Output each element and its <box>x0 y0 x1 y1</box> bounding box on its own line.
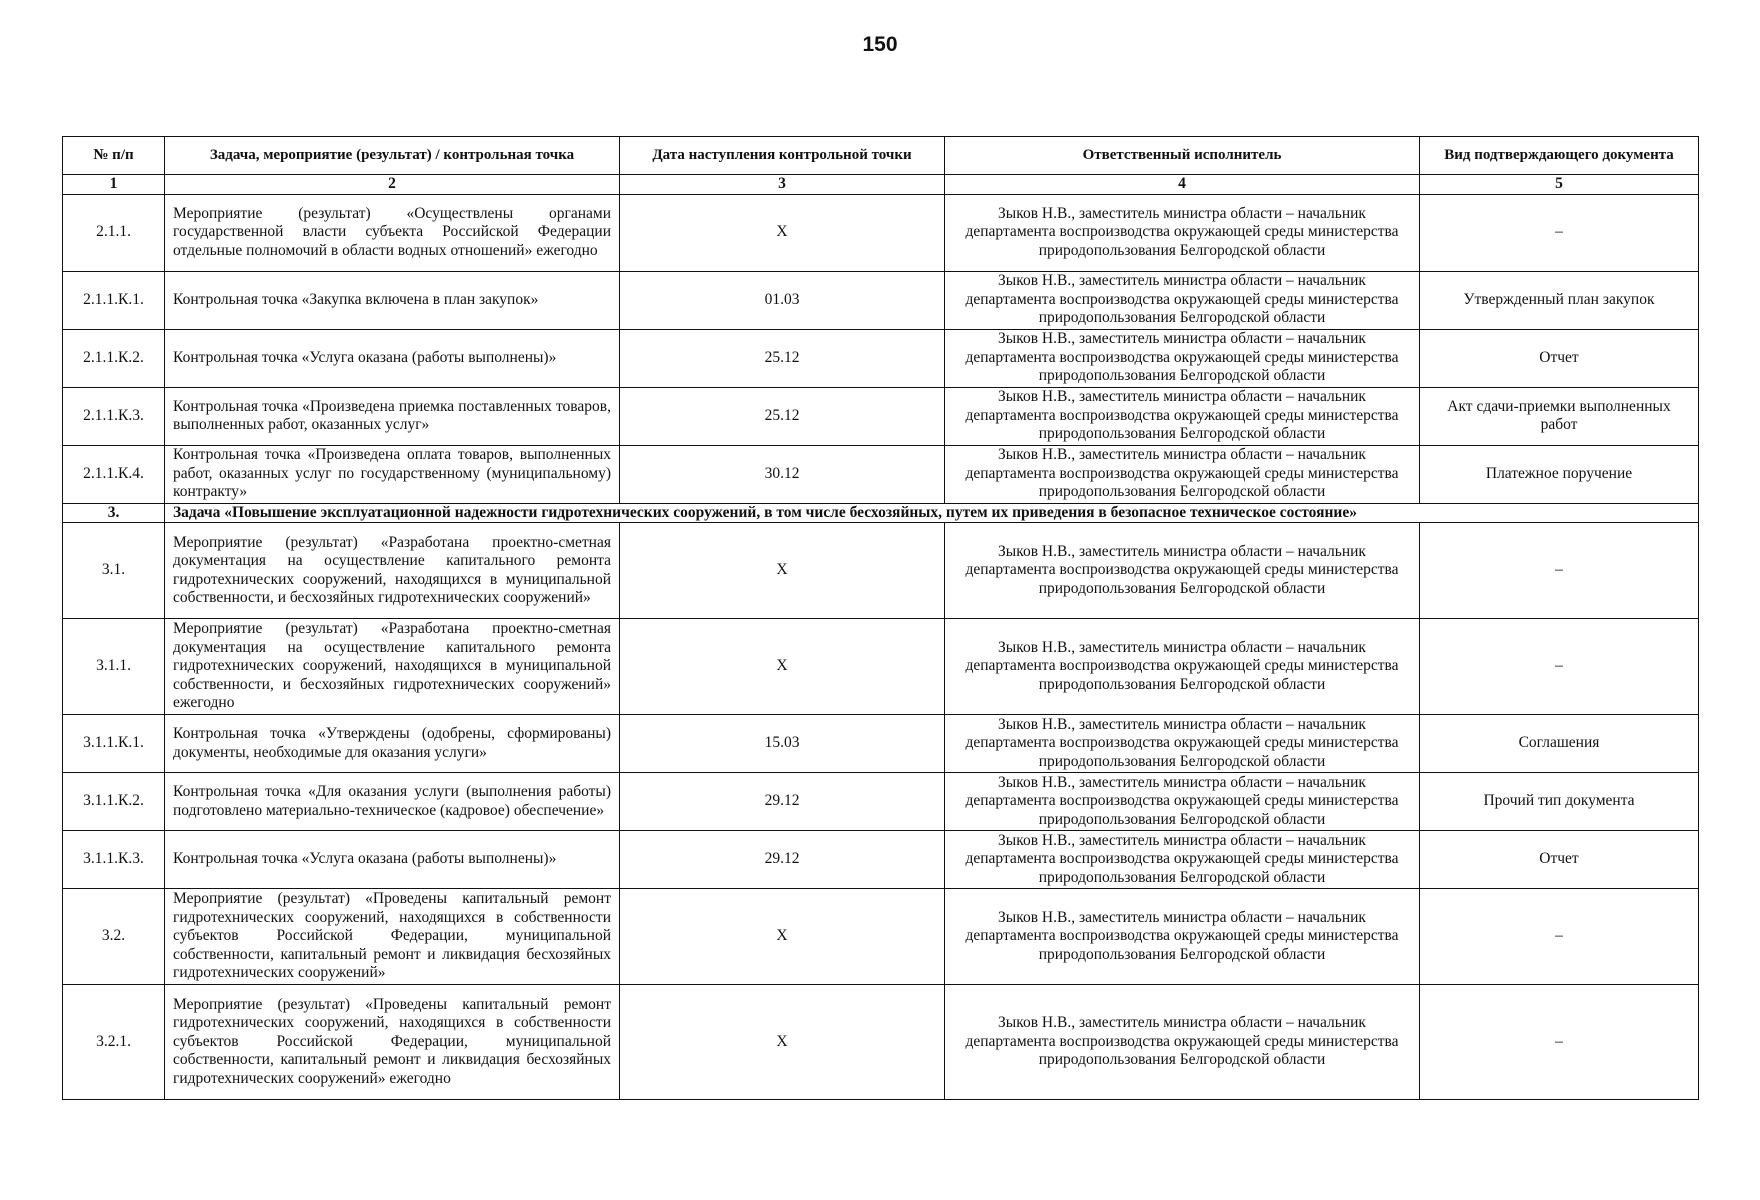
row-document: Отчет <box>1420 831 1699 889</box>
table-row <box>63 523 1699 619</box>
row-date: X <box>620 985 945 1100</box>
header-date: Дата наступления контрольной точки <box>620 137 945 175</box>
row-document: – <box>1420 523 1699 619</box>
row-document: Отчет <box>1420 329 1699 387</box>
row-date: 01.03 <box>620 271 945 329</box>
row-number: 3.1.1.К.3. <box>63 831 165 889</box>
column-index: 5 <box>1420 175 1699 195</box>
row-date: X <box>620 889 945 985</box>
row-date: 15.03 <box>620 715 945 773</box>
row-responsible: Зыков Н.В., заместитель министра области – начальник департамента воспроизводства окружающей среды министерства природопользования Белгородской области <box>945 194 1420 271</box>
table-row <box>63 831 1699 889</box>
row-responsible: Зыков Н.В., заместитель министра области – начальник департамента воспроизводства окружающей среды министерства природопользования Белгородской области <box>945 773 1420 831</box>
row-document: Прочий тип документа <box>1420 773 1699 831</box>
row-responsible: Зыков Н.В., заместитель министра области – начальник департамента воспроизводства окружающей среды министерства природопользования Белгородской области <box>945 329 1420 387</box>
row-responsible: Зыков Н.В., заместитель министра области – начальник департамента воспроизводства окружающей среды министерства природопользования Белгородской области <box>945 271 1420 329</box>
table-body <box>63 194 1699 1100</box>
table-row <box>63 387 1699 445</box>
table-row <box>63 445 1699 503</box>
row-responsible: Зыков Н.В., заместитель министра области – начальник департамента воспроизводства окружающей среды министерства природопользования Белгородской области <box>945 445 1420 503</box>
table-row <box>63 985 1699 1100</box>
row-date: 29.12 <box>620 831 945 889</box>
row-document: Акт сдачи-приемки выполненных работ <box>1420 387 1699 445</box>
row-number: 3.2. <box>63 889 165 985</box>
row-date: 25.12 <box>620 329 945 387</box>
row-date: X <box>620 194 945 271</box>
row-document: – <box>1420 194 1699 271</box>
row-number: 2.1.1.К.2. <box>63 329 165 387</box>
section-row <box>63 503 1699 523</box>
row-task: Мероприятие (результат) «Осуществлены органами государственной власти субъекта Российской Федерации отдельные полномочий в области водных отношений» ежегодно <box>165 194 620 271</box>
control-points-table <box>62 136 1699 1100</box>
row-number: 2.1.1.К.4. <box>63 445 165 503</box>
row-document: Утвержденный план закупок <box>1420 271 1699 329</box>
row-document: Соглашения <box>1420 715 1699 773</box>
row-date: 30.12 <box>620 445 945 503</box>
table-row <box>63 619 1699 715</box>
row-task: Контрольная точка «Произведена оплата товаров, выполненных работ, оказанных услуг по государственному (муниципальному) контракту» <box>165 445 620 503</box>
section-task: Задача «Повышение эксплуатационной надежности гидротехнических сооружений, в том числе бесхозяйных, путем их приведения в безопасное техническое состояние» <box>165 503 1699 523</box>
table-row <box>63 773 1699 831</box>
header-responsible: Ответственный исполнитель <box>945 137 1420 175</box>
header-task: Задача, мероприятие (результат) / контрольная точка <box>165 137 620 175</box>
column-index: 2 <box>165 175 620 195</box>
row-task: Контрольная точка «Утверждены (одобрены, сформированы) документы, необходимые для оказания услуги» <box>165 715 620 773</box>
row-task: Мероприятие (результат) «Проведены капитальный ремонт гидротехнических сооружений, находящихся в собственности субъектов Российской Федерации, муниципальной собственности, капитальный ремонт и ликвидация бесхозяйных гидротехнических сооружений» ежегодно <box>165 985 620 1100</box>
row-number: 3.1.1. <box>63 619 165 715</box>
row-date: X <box>620 523 945 619</box>
row-number: 3. <box>63 503 165 523</box>
row-number: 2.1.1. <box>63 194 165 271</box>
row-responsible: Зыков Н.В., заместитель министра области – начальник департамента воспроизводства окружающей среды министерства природопользования Белгородской области <box>945 619 1420 715</box>
row-task: Мероприятие (результат) «Разработана проектно-сметная документация на осуществление капитального ремонта гидротехнических сооружений, находящихся в муниципальной собственности, и бесхозяйных гидротехнических сооружений» <box>165 523 620 619</box>
row-task: Контрольная точка «Услуга оказана (работы выполнены)» <box>165 329 620 387</box>
table-row <box>63 889 1699 985</box>
row-task: Мероприятие (результат) «Проведены капитальный ремонт гидротехнических сооружений, находящихся в собственности субъектов Российской Федерации, муниципальной собственности, капитальный ремонт и ликвидация бесхозяйных гидротехнических сооружений» <box>165 889 620 985</box>
table-row <box>63 715 1699 773</box>
header-row <box>63 137 1699 175</box>
header-num: № п/п <box>63 137 165 175</box>
table-row <box>63 329 1699 387</box>
row-date: 25.12 <box>620 387 945 445</box>
column-index: 3 <box>620 175 945 195</box>
column-index: 4 <box>945 175 1420 195</box>
table-row <box>63 271 1699 329</box>
row-responsible: Зыков Н.В., заместитель министра области – начальник департамента воспроизводства окружающей среды министерства природопользования Белгородской области <box>945 715 1420 773</box>
row-date: 29.12 <box>620 773 945 831</box>
row-responsible: Зыков Н.В., заместитель министра области – начальник департамента воспроизводства окружающей среды министерства природопользования Белгородской области <box>945 985 1420 1100</box>
row-responsible: Зыков Н.В., заместитель министра области – начальник департамента воспроизводства окружающей среды министерства природопользования Белгородской области <box>945 387 1420 445</box>
row-task: Контрольная точка «Произведена приемка поставленных товаров, выполненных работ, оказанных услуг» <box>165 387 620 445</box>
row-number: 2.1.1.К.3. <box>63 387 165 445</box>
row-task: Контрольная точка «Услуга оказана (работы выполнены)» <box>165 831 620 889</box>
row-responsible: Зыков Н.В., заместитель министра области – начальник департамента воспроизводства окружающей среды министерства природопользования Белгородской области <box>945 889 1420 985</box>
row-number: 3.1.1.К.2. <box>63 773 165 831</box>
row-number: 3.2.1. <box>63 985 165 1100</box>
row-document: – <box>1420 619 1699 715</box>
table-row <box>63 194 1699 271</box>
row-responsible: Зыков Н.В., заместитель министра области – начальник департамента воспроизводства окружающей среды министерства природопользования Белгородской области <box>945 523 1420 619</box>
row-number: 2.1.1.К.1. <box>63 271 165 329</box>
row-task: Мероприятие (результат) «Разработана проектно-сметная документация на осуществление капитального ремонта гидротехнических сооружений, находящихся в муниципальной собственности, и бесхозяйных гидротехнических сооружений» ежегодно <box>165 619 620 715</box>
column-index-row <box>63 175 1699 195</box>
page-number: 150 <box>862 33 898 56</box>
row-document: – <box>1420 889 1699 985</box>
header-document: Вид подтверждающего документа <box>1420 137 1699 175</box>
row-document: – <box>1420 985 1699 1100</box>
row-task: Контрольная точка «Для оказания услуги (выполнения работы) подготовлено материально-техническое (кадровое) обеспечение» <box>165 773 620 831</box>
row-date: X <box>620 619 945 715</box>
row-document: Платежное поручение <box>1420 445 1699 503</box>
row-number: 3.1.1.К.1. <box>63 715 165 773</box>
row-number: 3.1. <box>63 523 165 619</box>
row-task: Контрольная точка «Закупка включена в план закупок» <box>165 271 620 329</box>
row-responsible: Зыков Н.В., заместитель министра области – начальник департамента воспроизводства окружающей среды министерства природопользования Белгородской области <box>945 831 1420 889</box>
column-index: 1 <box>63 175 165 195</box>
